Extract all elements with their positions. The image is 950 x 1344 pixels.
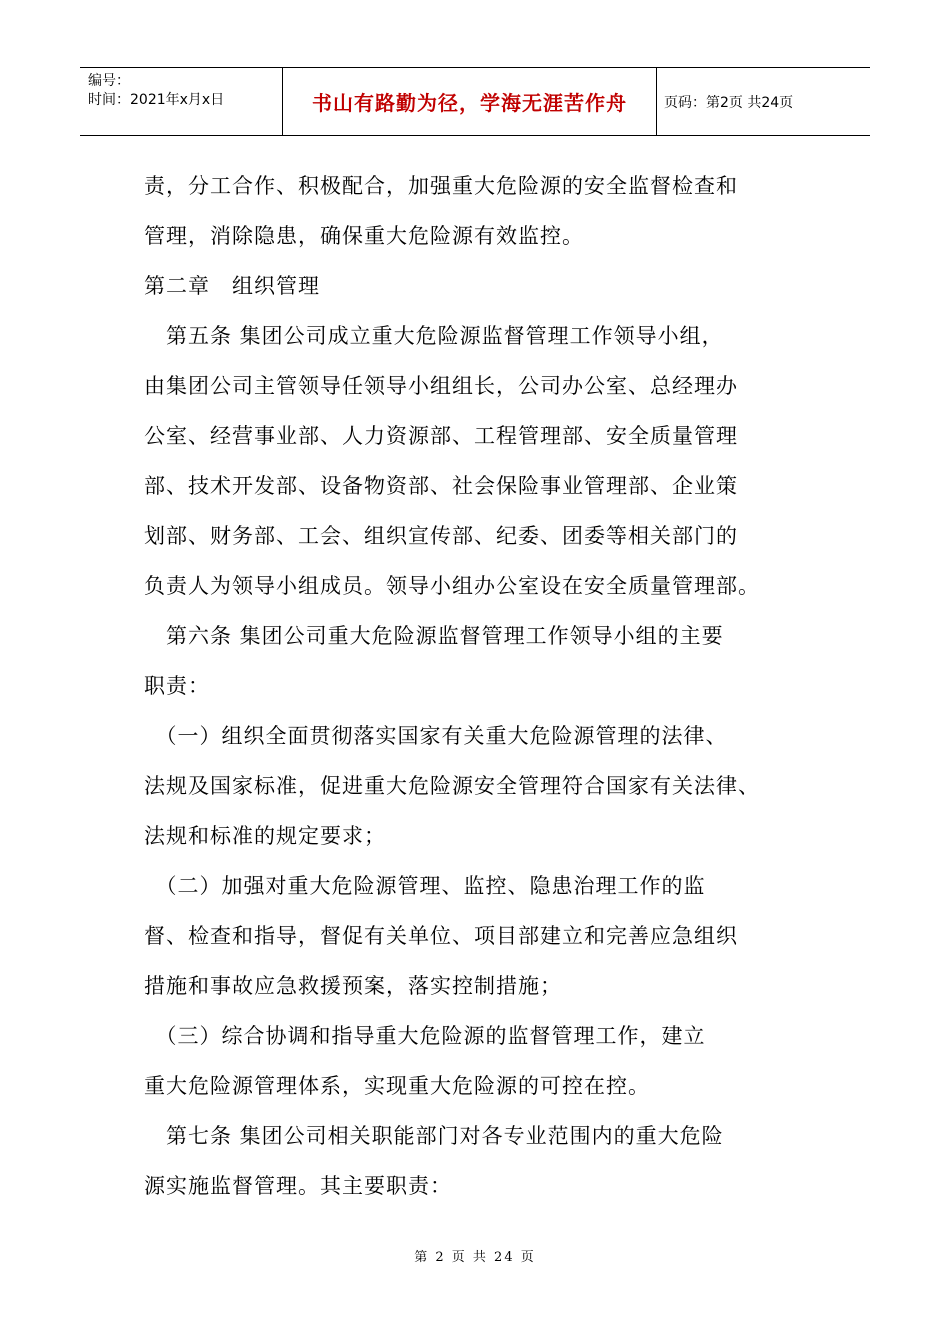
body-line: 源实施监督管理。其主要职责： <box>144 1174 452 1198</box>
body-line: （三）综合协调和指导重大危险源的监督管理工作，建立 <box>144 1024 706 1048</box>
body-line: 重大危险源管理体系，实现重大危险源的可控在控。 <box>144 1074 650 1098</box>
body-line: 负责人为领导小组成员。领导小组办公室设在安全质量管理部。 <box>144 574 760 598</box>
body-line: 第六条 集团公司重大危险源监督管理工作领导小组的主要 <box>144 624 724 648</box>
header-motto: 书山有路勤为径，学海无涯苦作舟 <box>283 68 657 135</box>
body-line: 部、技术开发部、设备物资部、社会保险事业管理部、企业策 <box>144 474 738 498</box>
header-meta-cell <box>80 68 283 135</box>
body-line: 划部、财务部、工会、组织宣传部、纪委、团委等相关部门的 <box>144 524 738 548</box>
body-line: 管理，消除隐患，确保重大危险源有效监控。 <box>144 224 584 248</box>
body-line: 由集团公司主管领导任领导小组组长，公司办公室、总经理办 <box>144 374 738 398</box>
body-line: 措施和事故应急救援预案，落实控制措施； <box>144 974 562 998</box>
body-line: 法规及国家标准，促进重大危险源安全管理符合国家有关法律、 <box>144 774 760 798</box>
document-time-label: 时间：2021年x月x日 <box>88 92 225 108</box>
body-line: 第七条 集团公司相关职能部门对各专业范围内的重大危险 <box>144 1124 724 1148</box>
page-footer: 第 2 页 共 24 页 <box>414 1250 536 1265</box>
body-line: 法规和标准的规定要求； <box>144 824 386 848</box>
body-line: 督、检查和指导，督促有关单位、项目部建立和完善应急组织 <box>144 924 738 948</box>
page-header <box>80 67 870 136</box>
body-line: 第五条 集团公司成立重大危险源监督管理工作领导小组， <box>144 324 724 348</box>
body-line: 责，分工合作、积极配合，加强重大危险源的安全监督检查和 <box>144 174 738 198</box>
header-page-info: 页码：第2页 共24页 <box>664 94 794 111</box>
body-line: 公室、经营事业部、人力资源部、工程管理部、安全质量管理 <box>144 424 738 448</box>
body-line: 职责： <box>144 674 210 698</box>
body-line: （一）组织全面贯彻落实国家有关重大危险源管理的法律、 <box>144 724 728 748</box>
document-number-label: 编号： <box>88 73 130 89</box>
chapter-heading: 第二章 组织管理 <box>144 274 320 298</box>
body-line: （二）加强对重大危险源管理、监控、隐患治理工作的监 <box>144 874 706 898</box>
